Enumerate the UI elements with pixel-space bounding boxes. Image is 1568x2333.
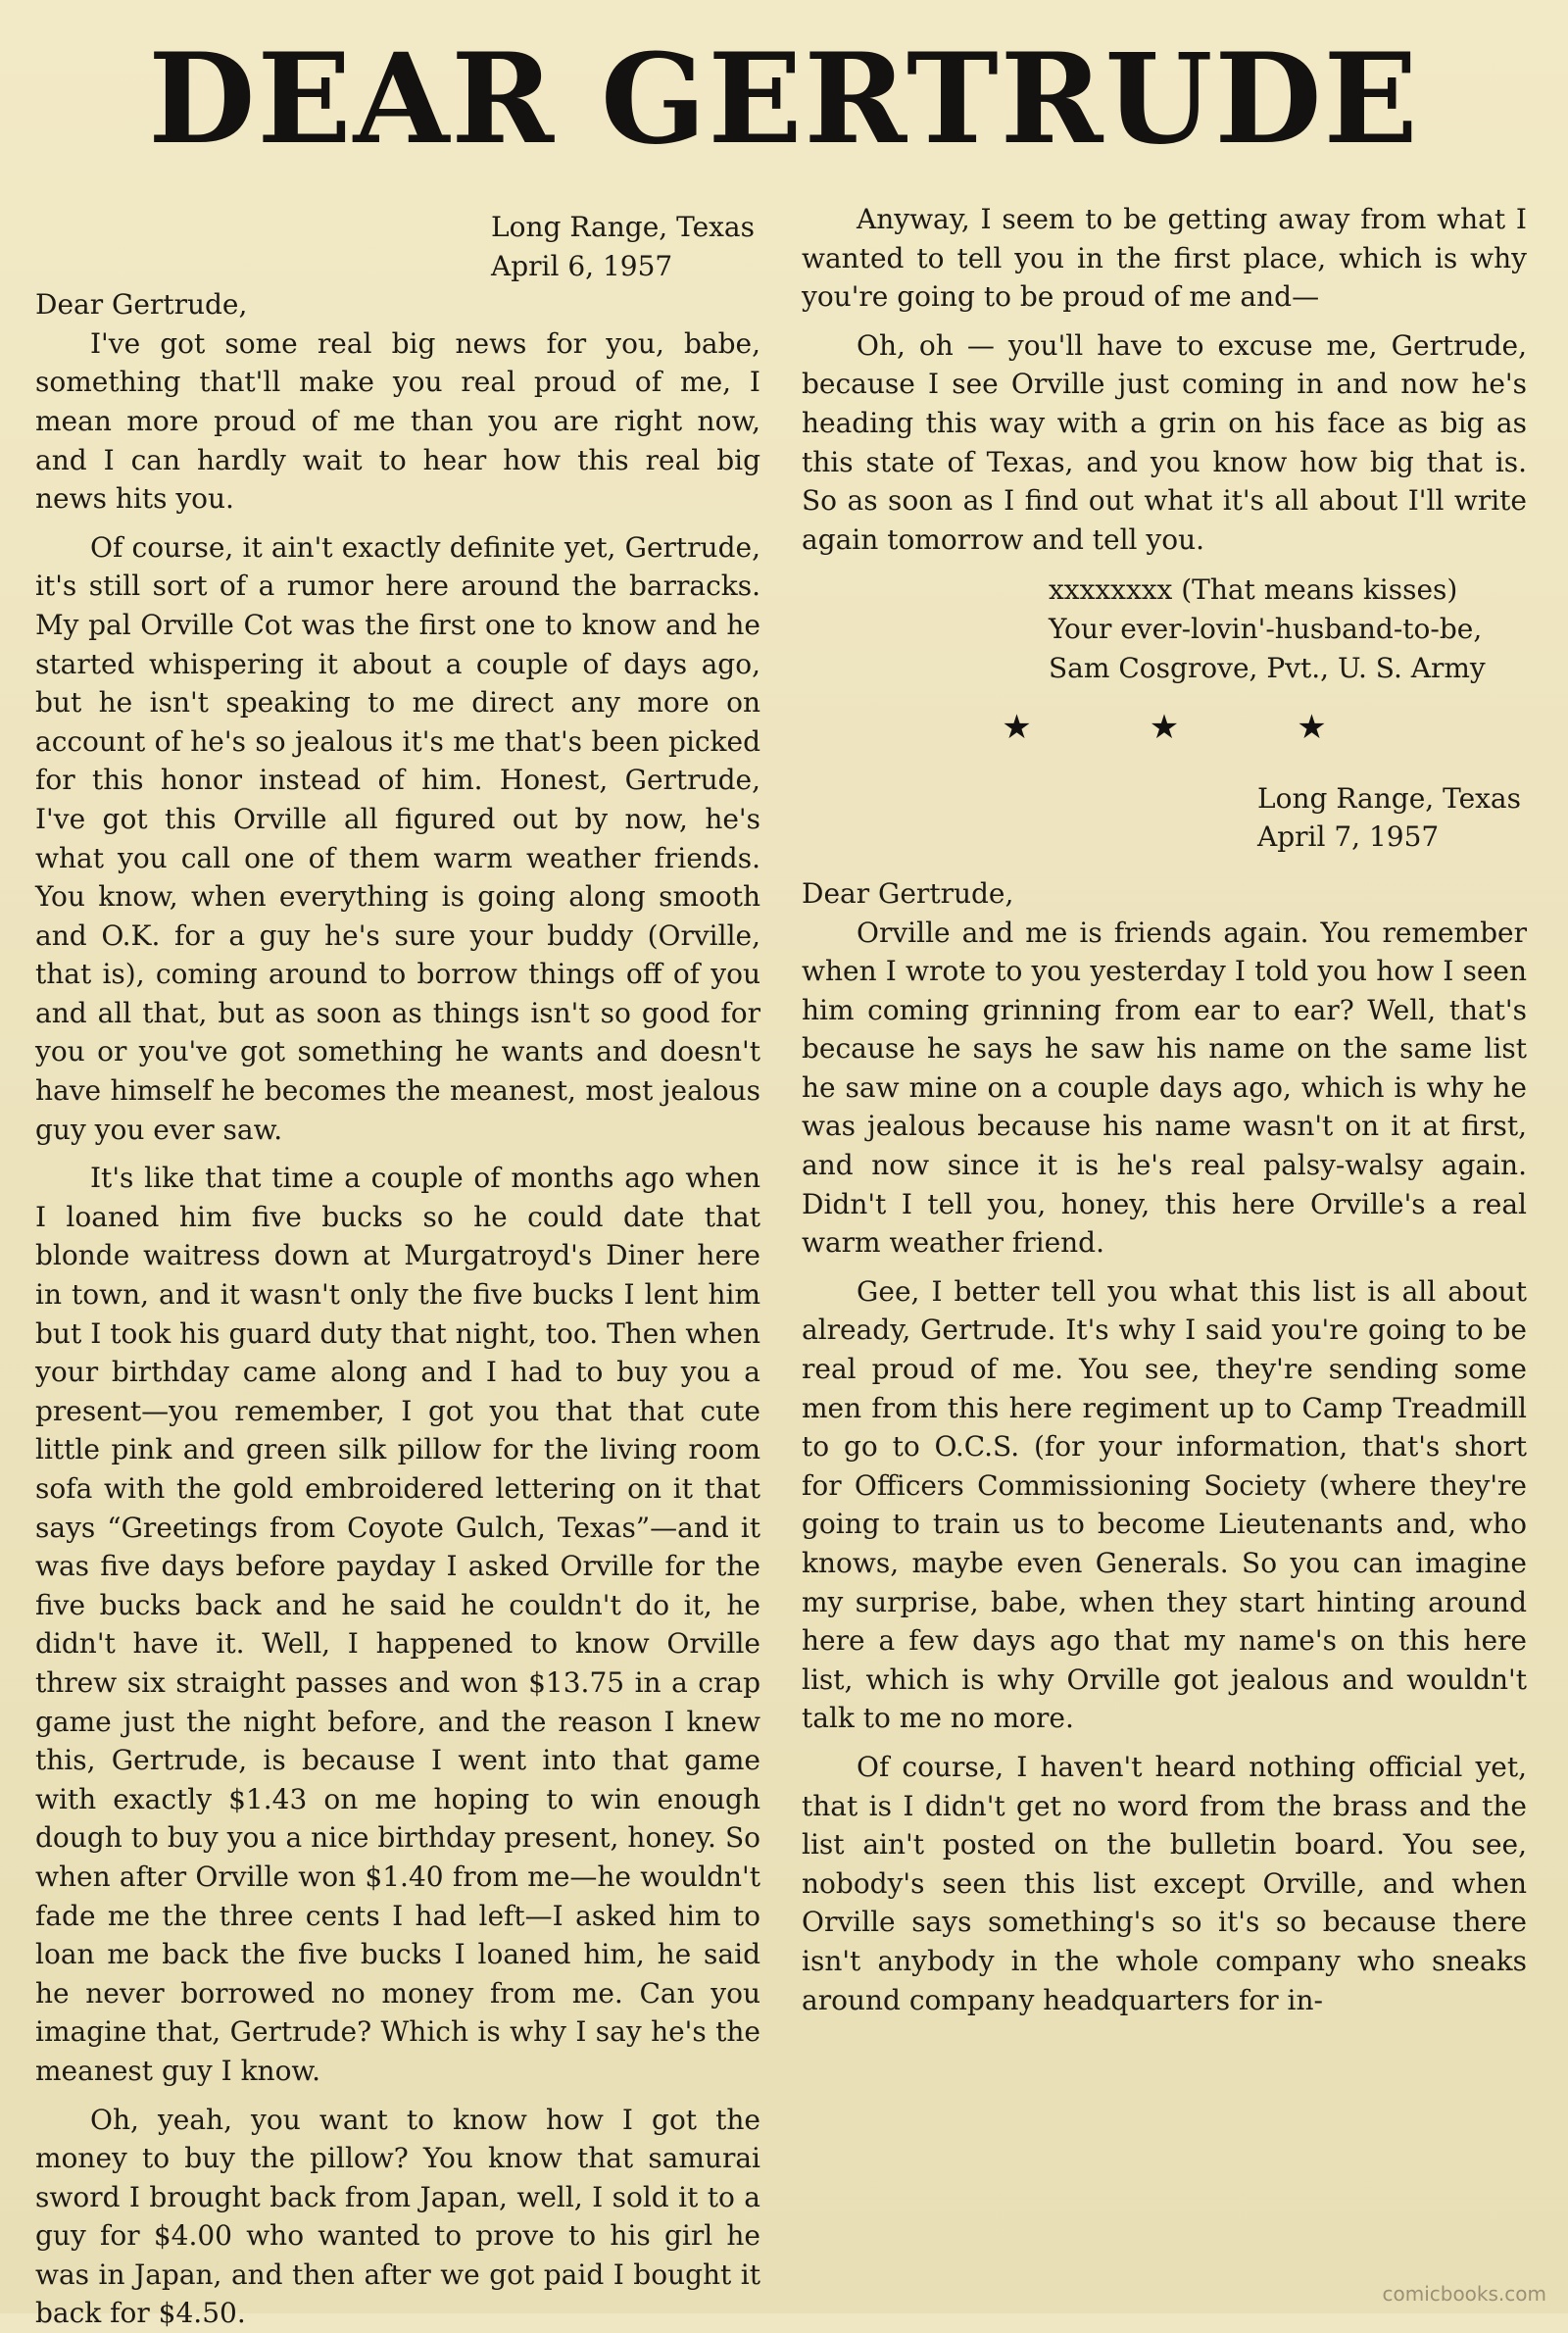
letter2-salutation: Dear Gertrude,: [802, 874, 1527, 914]
letter1-continued: [802, 200, 1527, 687]
letter1-signoff: [802, 571, 1527, 687]
letter1-signature: Sam Cosgrove, Pvt., U. S. Army: [1049, 649, 1527, 688]
letter1-kisses: xxxxxxxx (That means kisses): [1049, 571, 1527, 610]
star-icon: ★: [1002, 709, 1031, 748]
letter1-salutation: Dear Gertrude,: [35, 285, 760, 324]
star-icon: ★: [1297, 709, 1326, 748]
letter1-heading: [35, 208, 760, 285]
letter1-paragraph-1: I've got some real big news for you, babe, something that'll make you real proud of me, I mean more proud of me than you are right now, and I can hardly wait to hear how this real big news hits you.: [35, 324, 760, 519]
star-icon: ★: [1150, 709, 1179, 748]
star-divider: [802, 709, 1527, 748]
letter1-paragraph-3: It's like that time a couple of months ago when I loaned him five bucks so he could date that blonde waitress down at Murgatroyd's Diner here in town, and it wasn't only the five bucks I lent him but I took his guard duty that night, too. Then when your birthday came along and I had to buy you a present—you remember, I got you that that cute little pink and green silk pillow for the living room sofa with the gold embroidered lettering on it that says “Greetings from Coyote Gulch, Texas”—and it was five days before payday I asked Orville for the five bucks back and he said he couldn't do it, he didn't have it. Well, I happened to know Orville threw six straight passes and won $13.75 in a crap game just the night before, and the reason I knew this, Gertrude, is because I went into that game with exactly $1.43 on me hoping to win enough dough to buy you a nice birthday present, honey. So when after Orville won $1.40 from me—he wouldn't fade me the three cents I had left—I asked him to loan me back the five bucks I loaned him, he said he never borrowed no money from me. Can you imagine that, Gertrude? Which is why I say he's the meanest guy I know.: [35, 1159, 760, 2090]
page-title: DEAR GERTRUDE: [0, 37, 1568, 161]
letter2-location: Long Range, Texas: [1257, 779, 1521, 819]
right-column: [802, 208, 1527, 2296]
letter1-paragraph-5: Anyway, I seem to be getting away from what I wanted to tell you in the first place, which is why you're going to be proud of me and—: [802, 200, 1527, 317]
letter1-closing: Your ever-lovin'-husband-to-be,: [1049, 610, 1527, 649]
letter2-heading: [802, 779, 1527, 857]
letter1-paragraph-6: Oh, oh — you'll have to excuse me, Gertrude, because I see Orville just coming in and now he's heading this way with a grin on his face as big as this state of Texas, and you know how big that is. So as soon as I find out what it's all about I'll write again tomorrow and tell you.: [802, 326, 1527, 560]
left-column: [35, 208, 760, 2296]
letter1-date: April 6, 1957: [491, 247, 755, 286]
letter2-paragraph-2: Gee, I better tell you what this list is all about already, Gertrude. It's why I said you're going to be real proud of me. You see, they're sending some men from this here regiment up to Camp Treadmill to go to O.C.S. (for your information, that's short for Officers Commissioning Society (where they're going to train us to become Lieutenants and, who knows, maybe even Generals. So you can imagine my surprise, babe, when they start hinting around here a few days ago that my name's on this here list, which is why Orville got jealous and wouldn't talk to me no more.: [802, 1272, 1527, 1738]
letter1-location: Long Range, Texas: [491, 208, 755, 247]
watermark: comicbooks.com: [1382, 2282, 1546, 2306]
letter1-paragraph-2: Of course, it ain't exactly definite yet, Gertrude, it's still sort of a rumor here around the barracks. My pal Orville Cot was the first one to know and he started whispering it about a couple of days ago, but he isn't speaking to me direct any more on account of he's so jealous it's me that's been picked for this honor instead of him. Honest, Gertrude, I've got this Orville all figured out by now, he's what you call one of them warm weather friends. You know, when everything is going along smooth and O.K. for a guy he's sure your buddy (Orville, that is), coming around to borrow things off of you and all that, but as soon as things isn't so good for you or you've got something he wants and doesn't have himself he becomes the meanest, most jealous guy you ever saw.: [35, 528, 760, 1150]
letter2-paragraph-1: Orville and me is friends again. You remember when I wrote to you yesterday I told you how I seen him coming grinning from ear to ear? Well, that's because he says he saw his name on the same list he saw mine on a couple days ago, which is why he was jealous because his name wasn't on it at first, and now since it is he's real palsy-walsy again. Didn't I tell you, honey, this here Orville's a real warm weather friend.: [802, 914, 1527, 1263]
letter2-paragraph-3: Of course, I haven't heard nothing official yet, that is I didn't get no word from the brass and the list ain't posted on the bulletin board. You see, nobody's seen this list except Orville, and when Orville says something's so it's so because there isn't anybody in the whole company who sneaks around company headquarters for in-: [802, 1748, 1527, 2019]
letter1-paragraph-4: Oh, yeah, you want to know how I got the money to buy the pillow? You know that samurai sword I brought back from Japan, well, I sold it to a guy for $4.00 who wanted to prove to his girl he was in Japan, and then after we got paid I bought it back for $4.50.: [35, 2101, 760, 2333]
letter2-date: April 7, 1957: [1257, 818, 1521, 857]
